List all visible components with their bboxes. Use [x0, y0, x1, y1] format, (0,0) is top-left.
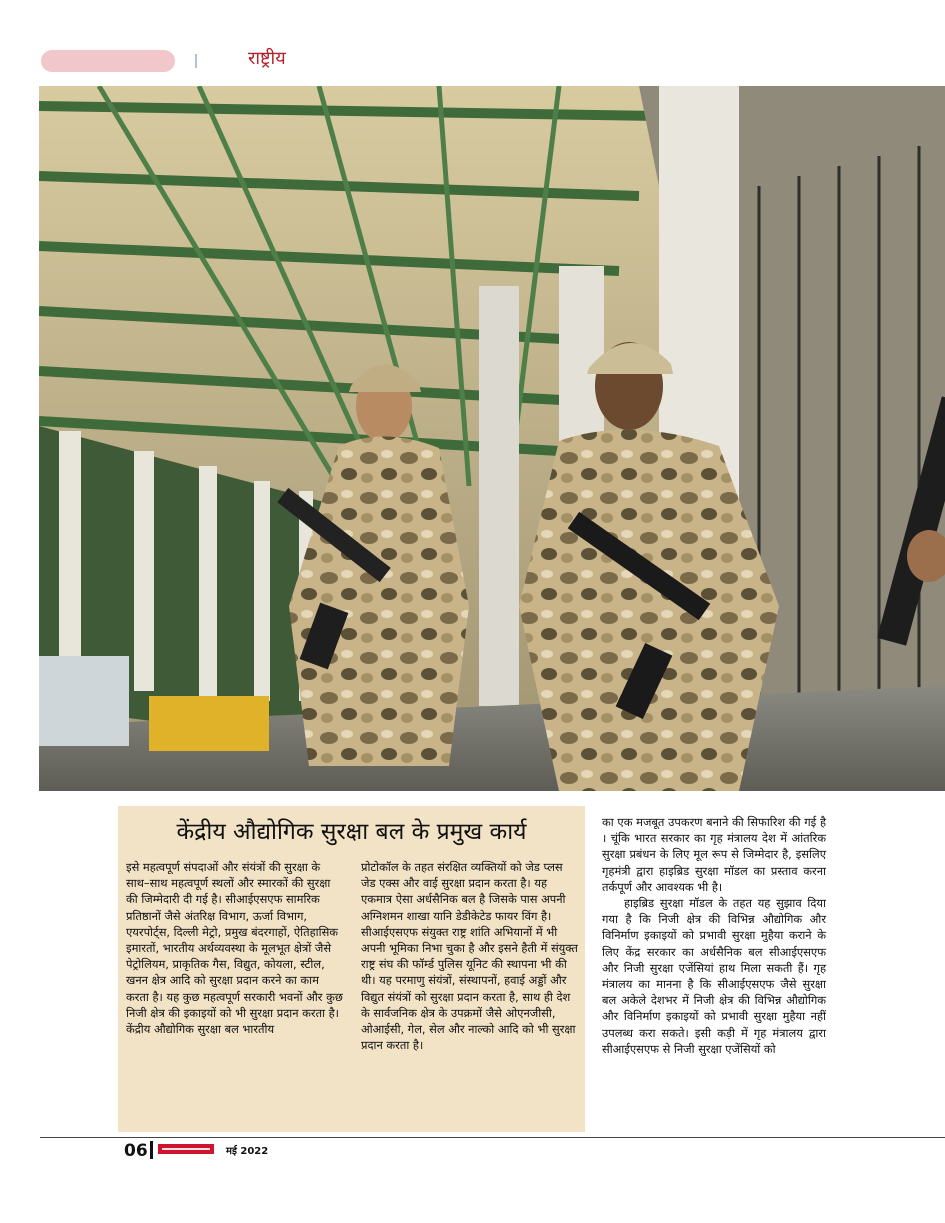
column-3-paragraph-1: का एक मजबूत उपकरण बनाने की सिफारिश की गई है । चूंकि भारत सरकार का गृह मंत्रालय देश में आंतरिक सुरक्षा प्रबंधन के लिए मूल रूप से जिम्मेदार है, इसलिए गृहमंत्री द्वारा हाइब्रिड सुरक्षा मॉडल का प्रस्ताव करना तर्कपूर्ण और आवश्यक भी है। — [602, 815, 826, 894]
footer-divider — [150, 1141, 153, 1159]
article-column-2 — [361, 859, 579, 1053]
photo-of-two-security-personnel — [39, 86, 945, 791]
header-pill — [41, 50, 175, 72]
article-headline: केंद्रीय औद्योगिक सुरक्षा बल के प्रमुख कार्य — [176, 819, 527, 845]
article-photo — [39, 86, 945, 791]
issue-date: मई 2022 — [226, 1146, 269, 1157]
footer-rule — [40, 1137, 945, 1138]
article-column-3 — [602, 814, 826, 1057]
column-1-text: इसे महत्वपूर्ण संपदाओं और संयंत्रों की सुरक्षा के साथ–साथ महत्वपूर्ण स्थलों और स्मारकों की सुरक्षा की जिम्मेदारी दी गई है। सीआईएसएफ सामरिक प्रतिष्ठानों जैसे अंतरिक्ष विभाग, ऊर्जा विभाग, एयरपोर्ट्स, दिल्ली मेट्रो, प्रमुख बंदरगाहों, ऐतिहासिक इमारतों, भारतीय अर्थव्यवस्था के मूलभूत क्षेत्रों जैसे पेट्रोलियम, प्राकृतिक गैस, विद्युत, कोयला, स्टील, खनन क्षेत्र आदि को सुरक्षा प्रदान करने का काम करता है। यह कुछ महत्वपूर्ण सरकारी भवनों और कुछ निजी क्षेत्र की इकाइयों को भी सुरक्षा प्रदान करता है। केंद्रीय औद्योगिक सुरक्षा बल भारतीय — [126, 860, 343, 1037]
header-separator — [195, 54, 197, 68]
section-title: राष्ट्रीय — [248, 48, 286, 69]
page-number: 06 — [124, 1141, 148, 1161]
column-2-text: प्रोटोकॉल के तहत संरक्षित व्यक्तियों को जेड प्लस जेड एक्स और वाई सुरक्षा प्रदान करता है। यह एकमात्र ऐसा अर्धसैनिक बल है जिसके पास अपनी अग्निशमन शाखा यानि डेडीकेटेड फायर विंग है। सीआईएसएफ संयुक्त राष्ट्र शांति अभियानों में भी अपनी भूमिका निभा चुका है और इसने हैती में संयुक्त राष्ट्र संघ की फॉर्म्ड पुलिस यूनिट की स्थापना भी की थी। यह परमाणु संयंत्रों, संस्थापनों, हवाई अड्डों और विद्युत संयंत्रों को सुरक्षा प्रदान करता है, साथ ही देश के सार्वजनिक क्षेत्र के उपक्रमों जैसे ओएनजीसी, ओआईसी, गेल, सेल और नाल्को आदि को भी सुरक्षा प्रदान करता है। — [361, 860, 578, 1053]
column-3-paragraph-2: हाइब्रिड सुरक्षा मॉडल के तहत यह सुझाव दिया गया है कि निजी क्षेत्र की विभिन्न औद्योगिक और विनिर्माण इकाइयों को प्रभावी सुरक्षा मुहैया कराने के लिए केंद्र सरकार का अर्धसैनिक बल सीआईएसएफ और निजी सुरक्षा एजेंसियां हाथ मिला सकती हैं। गृह मंत्रालय का मानना है कि सीआईएसएफ जैसे सुरक्षा बल अकेले देशभर में निजी क्षेत्र की विभिन्न औद्योगिक और विनिर्माण इकाइयों को प्रभावी सुरक्षा मुहैया नहीं उपलब्ध करा सकते। इसी कड़ी में गृह मंत्रालय द्वारा सीआईएसएफ से निजी सुरक्षा एजेंसियों को — [602, 896, 826, 1056]
article-column-1 — [126, 859, 343, 1037]
masthead-logo-icon — [158, 1144, 214, 1154]
